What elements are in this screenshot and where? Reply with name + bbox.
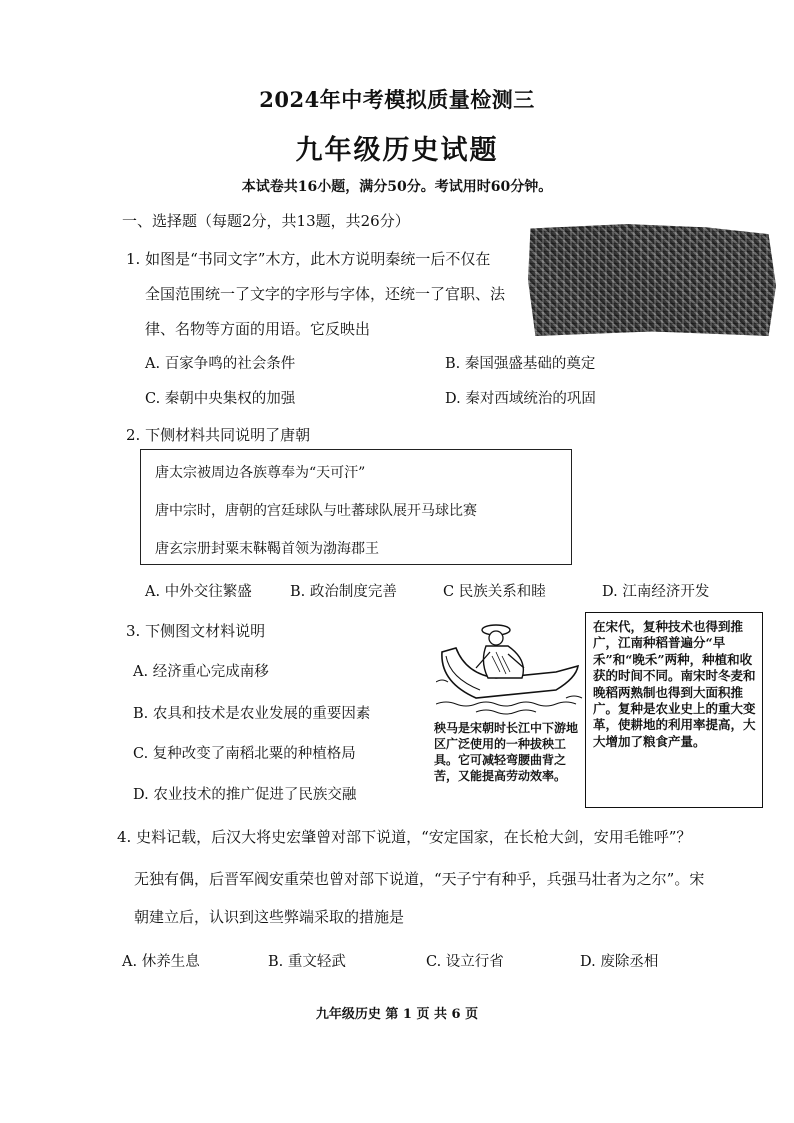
q4-line-3: 朝建立后，认识到这些弊端采取的措施是 [134,908,405,926]
section-heading: 一、选择题（每题2分，共13题，共26分） [122,212,410,230]
page-footer: 九年级历史 第 1 页 共 6 页 [315,1007,479,1022]
q2-option-d: D. 江南经济开发 [602,584,710,600]
yangma-illustration [436,612,586,717]
q2-material-3: 唐玄宗册封粟末靺鞨首领为渤海郡王 [155,541,379,557]
q2-material-1: 唐太宗被周边各族尊奉为“天可汗” [155,465,366,481]
q3-material-box: 在宋代，复种技术也得到推广，江南种稻普遍分“早禾”和“晚禾”两种，种植和收获的时间不同。南宋时冬麦和晚稻两熟制也得到大面积推广。复种是农业史上的重大变革，使耕地的利用率提高，大大增加了粮食产量。 [585,612,763,808]
exam-subtitle: 九年级历史试题 [295,135,499,166]
q4-line-1: 4. 史料记载，后汉大将史宏肇曾对部下说道，“安定国家，在长枪大剑，安用毛锥呼”？ [117,828,692,846]
q1-line-2: 全国范围统一了文字的字形与字体，还统一了官职、法 [145,285,506,303]
q4-option-b: B. 重文轻武 [268,954,346,970]
q1-line-3: 律、名物等方面的用语。它反映出 [145,320,371,338]
q2-material-2: 唐中宗时，唐朝的宫廷球队与吐蕃球队展开马球比赛 [155,503,477,519]
q3-option-b: B. 农具和技术是农业发展的重要因素 [133,706,371,722]
q3-option-d: D. 农业技术的推广促进了民族交融 [133,787,357,803]
q4-option-c: C. 设立行省 [426,954,504,970]
q1-option-c: C. 秦朝中央集权的加强 [145,391,296,407]
q2-option-b: B. 政治制度完善 [290,584,397,600]
exam-info: 本试卷共16小题，满分50分。考试用时60分钟。 [241,179,553,195]
q3-option-a: A. 经济重心完成南移 [133,664,269,680]
q3-stem: 3. 下侧图文材料说明 [126,622,266,640]
q1-line-1: 1. 如图是“书同文字”木方，此木方说明秦统一后不仅在 [126,250,491,268]
q3-option-c: C. 复种改变了南稻北粟的种植格局 [133,746,356,762]
q4-line-2: 无独有偶，后晋军阀安重荣也曾对部下说道，“天子宁有种乎，兵强马壮者为之尔”。宋 [134,870,705,888]
q2-option-a: A. 中外交往繁盛 [145,584,252,600]
q4-option-a: A. 休养生息 [122,954,200,970]
q2-stem: 2. 下侧材料共同说明了唐朝 [126,426,311,444]
q2-material-box [140,449,572,565]
q4-option-d: D. 废除丞相 [580,954,659,970]
exam-title: 2024年中考模拟质量检测三 [259,87,535,112]
yangma-caption: 秧马是宋朝时长江中下游地区广泛使用的一种拔秧工具。它可减轻弯腰曲背之苦，又能提高劳动效率。 [434,721,579,783]
q1-option-b: B. 秦国强盛基础的奠定 [445,356,596,372]
wooden-tablet-image [528,224,776,336]
q1-option-d: D. 秦对西域统治的巩固 [445,391,596,407]
q2-option-c: C 民族关系和睦 [443,584,546,600]
q1-option-a: A. 百家争鸣的社会条件 [145,356,296,372]
